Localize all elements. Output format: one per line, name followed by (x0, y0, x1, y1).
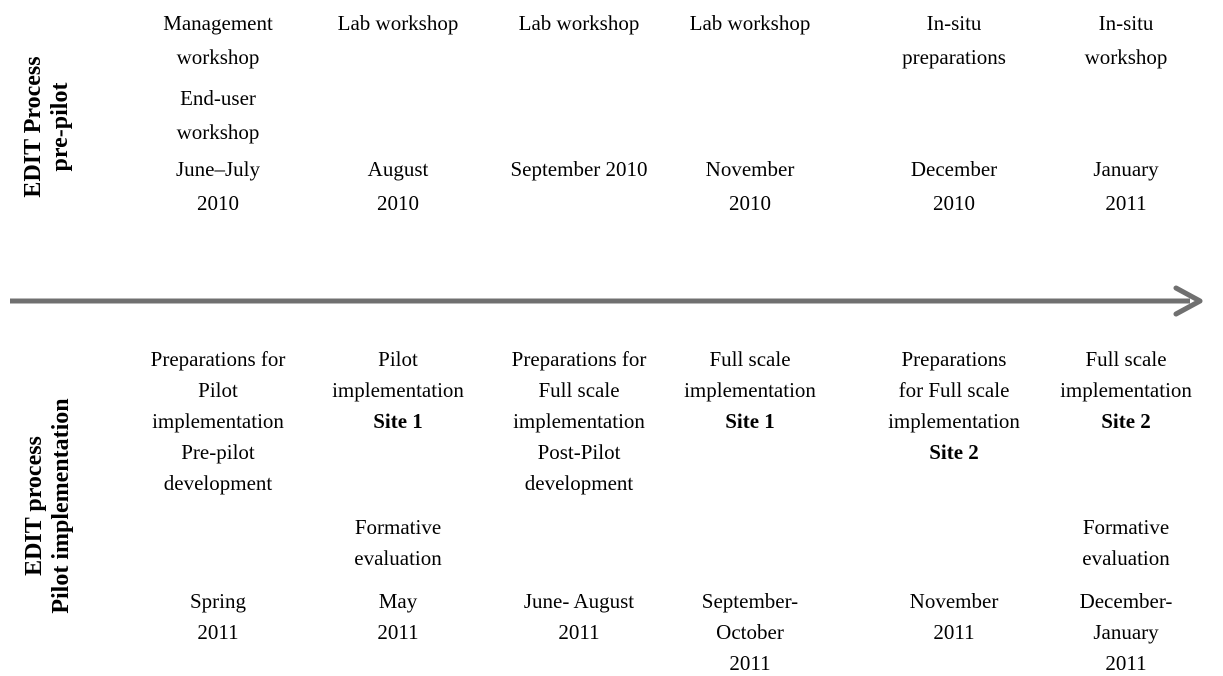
top-col-6-title-line: In-situ (1098, 11, 1154, 35)
bottom-col-6-date-line: January (1093, 620, 1159, 644)
pre-pilot-row-label (20, 42, 74, 212)
pre-pilot-label-line-2: pre-pilot (47, 82, 73, 172)
top-col-5-title-line: In-situ (926, 11, 982, 35)
pilot-label-line-1: EDIT process (21, 436, 47, 576)
bottom-col-2-extra-line: Formative (354, 515, 442, 539)
bottom-col-1-date-line: 2011 (197, 620, 239, 644)
top-col-4-date-line: 2010 (729, 191, 771, 215)
pilot-label-line-2: Pilot implementation (48, 398, 74, 614)
bottom-col-4-date-line: September- (701, 589, 799, 613)
top-col-3-date-line: September 2010 (510, 157, 648, 181)
bottom-col-3-title-line: Full scale (538, 378, 620, 402)
bottom-col-5-title-line: Preparations (901, 347, 1007, 371)
top-col-5-date-line: December (910, 157, 998, 181)
pilot-implementation-row-label (21, 366, 75, 646)
bottom-col-5-date-line: 2011 (933, 620, 975, 644)
top-col-3-title-line: Lab workshop (518, 11, 640, 35)
top-col-1-date-line: June–July (176, 157, 260, 181)
top-col-4-title-line: Lab workshop (689, 11, 811, 35)
bottom-col-5-site-label: Site 2 (929, 440, 979, 464)
bottom-col-1-title-line: Pre-pilot (181, 440, 255, 464)
bottom-col-2-extra-line: evaluation (354, 546, 442, 570)
bottom-col-2-date-line: May (378, 589, 418, 613)
bottom-col-1-date-line: Spring (189, 589, 246, 613)
bottom-col-3-title-line: Post-Pilot (537, 440, 621, 464)
bottom-col-3-title-line: implementation (513, 409, 645, 433)
top-col-1-title-line: workshop (176, 45, 260, 69)
bottom-col-4-site-label: Site 1 (725, 409, 775, 433)
bottom-col-1-title-line: development (163, 471, 273, 495)
bottom-col-3-title-line: development (524, 471, 634, 495)
bottom-col-2-title-line: implementation (332, 378, 464, 402)
top-col-6-title-line: workshop (1084, 45, 1168, 69)
bottom-col-4-title-line: Full scale (709, 347, 791, 371)
bottom-col-6-title-line: Full scale (1085, 347, 1167, 371)
bottom-col-2-site-label: Site 1 (373, 409, 423, 433)
top-col-2-title-line: Lab workshop (337, 11, 459, 35)
bottom-col-6-date-line: 2011 (1105, 651, 1147, 675)
top-col-1-title-line: Management (163, 11, 273, 35)
bottom-col-6-extra-line: Formative (1082, 515, 1170, 539)
top-col-6-date-line: January (1093, 157, 1159, 181)
bottom-col-4-date-line: 2011 (729, 651, 771, 675)
bottom-col-4-date-line: October (716, 620, 784, 644)
bottom-col-6-site-label: Site 2 (1101, 409, 1151, 433)
bottom-col-5-date-line: November (909, 589, 999, 613)
top-col-2-date-line: August (367, 157, 429, 181)
top-col-6-date-line: 2011 (1105, 191, 1147, 215)
bottom-col-6-title-line: implementation (1060, 378, 1192, 402)
top-col-5-title-line: preparations (902, 45, 1006, 69)
top-col-1-extra-line: End-user (180, 86, 256, 110)
top-col-1-extra-line: workshop (176, 120, 260, 144)
bottom-col-1-title-line: implementation (152, 409, 284, 433)
pre-pilot-label-line-1: EDIT Process (20, 56, 46, 198)
bottom-col-5-title-line: for Full scale (898, 378, 1010, 402)
bottom-col-5-title-line: implementation (888, 409, 1020, 433)
bottom-col-1-title-line: Pilot (198, 378, 238, 402)
top-col-1-date-line: 2010 (197, 191, 239, 215)
timeline-arrow (10, 285, 1210, 317)
bottom-col-4-title-line: implementation (684, 378, 816, 402)
top-col-4-date-line: November (705, 157, 795, 181)
bottom-col-3-title-line: Preparations for (511, 347, 647, 371)
bottom-col-1-title-line: Preparations for (150, 347, 286, 371)
top-col-2-date-line: 2010 (377, 191, 419, 215)
top-col-5-date-line: 2010 (933, 191, 975, 215)
bottom-col-2-date-line: 2011 (377, 620, 419, 644)
bottom-col-3-date-line: 2011 (558, 620, 600, 644)
bottom-col-6-date-line: December- (1079, 589, 1173, 613)
bottom-col-3-date-line: June- August (523, 589, 635, 613)
bottom-col-2-title-line: Pilot (378, 347, 418, 371)
bottom-col-6-extra-line: evaluation (1082, 546, 1170, 570)
